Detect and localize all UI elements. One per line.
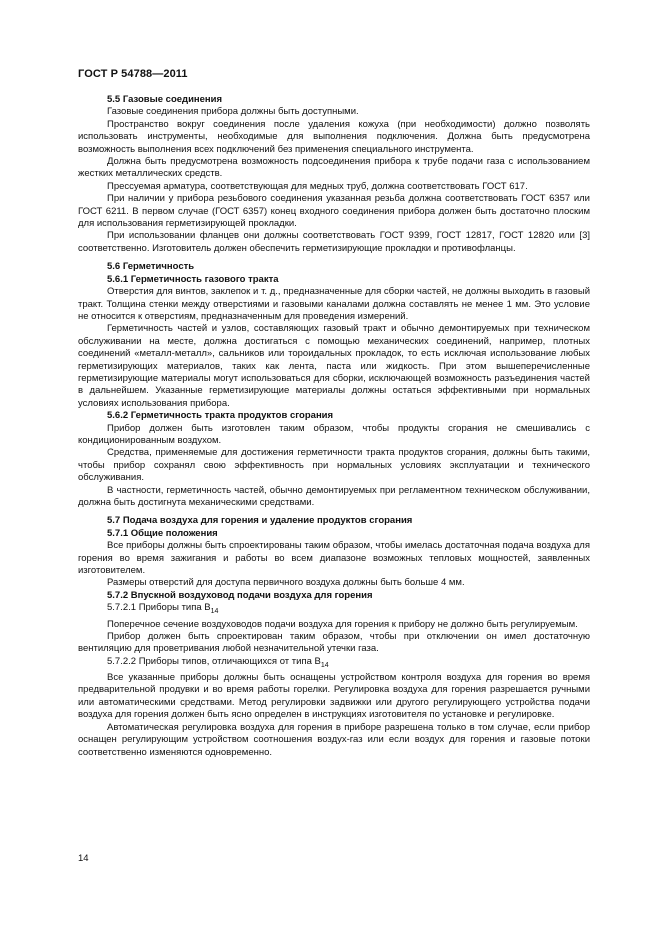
body-paragraph <box>78 722 590 759</box>
document-header: ГОСТ Р 54788—2011 <box>78 68 188 80</box>
paragraph-text: Средства, применяемые для достижения герметичности тракта продуктов сгорания, должны быть такими, чтобы прибор сохранял свою эффективность при нормальных условиях эксплуатации и технического обслуживания. <box>78 447 590 484</box>
document-body <box>78 94 590 759</box>
paragraph-text: 5.6.2 Герметичность тракта продуктов сгорания <box>107 410 334 422</box>
body-paragraph <box>78 156 590 181</box>
body-paragraph <box>78 672 590 722</box>
section-heading <box>78 94 590 106</box>
body-paragraph <box>78 423 590 448</box>
paragraph-text: 5.5 Газовые соединения <box>107 94 223 105</box>
paragraph-text: 5.6.1 Герметичность газового тракта <box>107 273 279 285</box>
body-paragraph <box>78 286 590 323</box>
body-paragraph <box>78 540 590 577</box>
body-paragraph <box>78 193 590 230</box>
section-heading <box>78 274 590 286</box>
subsection-heading <box>78 656 590 672</box>
body-paragraph <box>78 323 590 410</box>
section-heading <box>78 410 590 422</box>
paragraph-text: Пространство вокруг соединения после удаления кожуха (при необходимости) должно позволять использовать инструменты, необходимые для выполнения подключения. Должна быть предусмотрена возможность выполнения всех подключений без применения специального инструмента. <box>78 118 590 155</box>
paragraph-text: В частности, герметичность частей, обычно демонтируемых при регламентном техническом обслуживании, должна быть достигнута механическими средствами. <box>78 484 590 508</box>
page-number: 14 <box>78 853 89 864</box>
paragraph-text: Прибор должен быть спроектирован таким образом, чтобы при отключении он имел достаточную вентиляцию для проветривания любой незначительной утечки газа. <box>78 630 590 655</box>
paragraph-text: Герметичность частей и узлов, составляющих газовый тракт и обычно демонтируемых при техническом обслуживании на месте, должна достигаться с помощью механических соединений, например, плотных соединений «металл-металл», сальников или тороидальных прокладок, то есть исключая использование любых герметизирующих материалов, таких как лента, паста или жидкость. При этом вышеперечисленные герметизирующие материалы могут использоваться для сборки, исключающей возможность разъединения частей в дальнейшем. Указанные герметизирующие материалы должны остаться эффективными при нормальных условиях использования прибора. <box>78 323 590 409</box>
body-paragraph <box>78 619 590 631</box>
section-heading <box>78 590 590 602</box>
paragraph-text: Размеры отверстий для доступа первичного воздуха должны быть больше 4 мм. <box>107 577 465 589</box>
paragraph-text: При наличии у прибора резьбового соединения указанная резьба должна соответствовать ГОСТ 6357 или ГОСТ 6211. В первом случае (ГОСТ 6357) конец входного соединения прибора должен быть достаточно плоским для использования герметизирующей прокладки. <box>78 193 590 230</box>
paragraph-text: Поперечное сечение воздуховодов подачи воздуха для горения к прибору не должно быть регулируемым. <box>107 618 578 630</box>
paragraph-text: Прессуемая арматура, соответствующая для медных труб, должна соответствовать ГОСТ 617. <box>107 180 528 192</box>
paragraph-text: Газовые соединения прибора должны быть доступными. <box>107 106 359 118</box>
paragraph-text: Автоматическая регулировка воздуха для горения в приборе разрешена только в том случае, если прибор оснащен регулирующим устройством соотношения воздух-газ или если воздух для горения и газовые потоки соответственно изменяются одновременно. <box>78 721 590 758</box>
paragraph-text: Отверстия для винтов, заклепок и т. д., предназначенные для сборки частей, не должны выходить в газовый тракт. Толщина стенки между отверстиями и газовыми каналами должна составлять не менее 1 мм. Это условие не относится к отверстиям, предназначенным для проведения измерений. <box>78 286 590 322</box>
paragraph-text: Все приборы должны быть спроектированы таким образом, чтобы имелась достаточная подача воздуха для горения во время зажигания и работы во всем диапазоне возможных тепловых мощностей, заявленных изготовителем. <box>78 540 590 577</box>
paragraph-text: 5.7.2.2 Приборы типов, отличающихся от типа B <box>107 655 321 667</box>
body-paragraph <box>78 447 590 484</box>
paragraph-text: 5.7 Подача воздуха для горения и удаление продуктов сгорания <box>107 515 413 527</box>
paragraph-text: 5.7.2 Впускной воздуховод подачи воздуха для горения <box>107 589 373 601</box>
section-heading <box>78 528 590 540</box>
body-paragraph <box>78 230 590 255</box>
paragraph-text: Прибор должен быть изготовлен таким образом, чтобы продукты сгорания не смешивались с кондиционированным воздухом. <box>78 422 590 446</box>
body-paragraph <box>78 181 590 193</box>
type-subscript: 14 <box>210 608 219 616</box>
paragraph-text: 5.7.1 Общие положения <box>107 527 218 539</box>
body-paragraph <box>78 106 590 118</box>
type-subscript: 14 <box>320 661 329 669</box>
body-paragraph <box>78 577 590 589</box>
subsection-heading <box>78 602 590 618</box>
section-heading <box>78 515 590 527</box>
body-paragraph <box>78 485 590 510</box>
paragraph-text: Должна быть предусмотрена возможность подсоединения прибора к трубе подачи газа с использованием жестких металлических средств. <box>78 156 590 180</box>
body-paragraph <box>78 119 590 156</box>
paragraph-text: Все указанные приборы должны быть оснащены устройством контроля воздуха для горения во время предварительной продувки и во время работы горелки. Регулировка воздуха для горения разрешается ручными или автоматическими средствами. Метод регулировки задвижки или другого регулирующего устройства подачи воздуха для горения должен быть ясно определен в инструкциях изготовителя по установке и регулировке. <box>78 672 590 721</box>
paragraph-text: 5.6 Герметичность <box>107 261 195 273</box>
section-heading <box>78 261 590 273</box>
paragraph-text: 5.7.2.1 Приборы типа B <box>107 602 211 614</box>
paragraph-text: При использовании фланцев они должны соответствовать ГОСТ 9399, ГОСТ 12817, ГОСТ 12820 или [3] соответственно. Изготовитель должен обеспечить герметизирующие прокладки и противофланцы. <box>78 230 590 254</box>
body-paragraph <box>78 631 590 656</box>
